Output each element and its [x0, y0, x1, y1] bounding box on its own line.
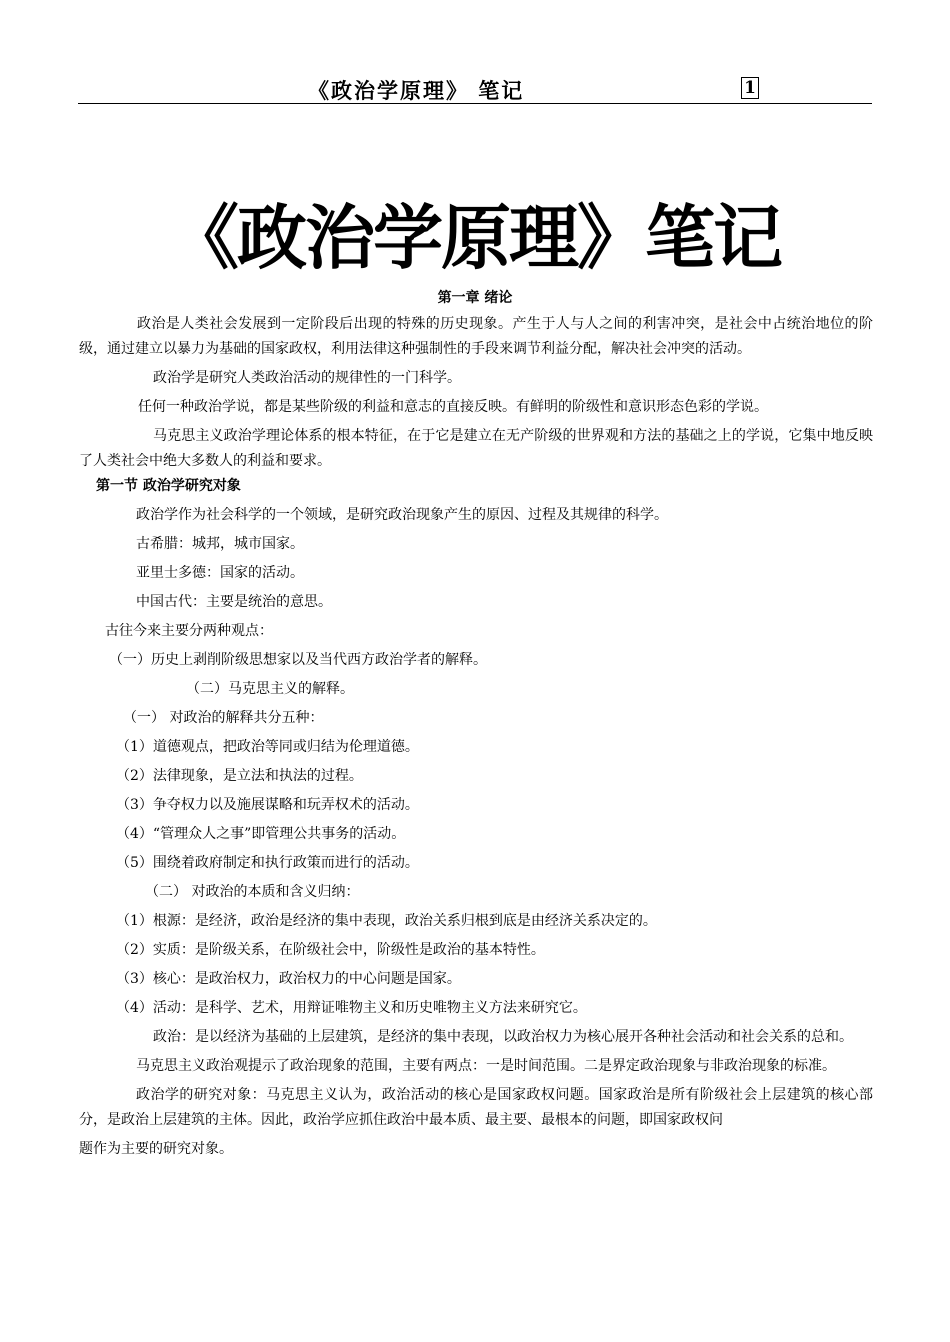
- list-item: （4）活动：是科学、艺术，用辩证唯物主义和历史唯物主义方法来研究它。: [116, 1000, 587, 1016]
- page-number: 1: [741, 77, 759, 99]
- header-title: 《政治学原理》 笔记: [308, 79, 525, 103]
- list-item: （4）“管理众人之事”即管理公共事务的活动。: [116, 826, 406, 842]
- paragraph: 马克思主义政治学理论体系的根本特征，在于它是建立在无产阶级的世界观和方法的基础之上的学说，它集中地反映了人类社会中绝大多数人的利益和要求。: [79, 428, 873, 469]
- paragraph: 政治学的研究对象：马克思主义认为，政治活动的核心是国家政权问题。国家政治是所有阶级社会上层建筑的核心部分，是政治上层建筑的主体。因此，政治学应抓住政治中最本质、最主要、最根本的问题，即国家政权问: [79, 1087, 873, 1128]
- paragraph: 政治学是研究人类政治活动的规律性的一门科学。: [153, 370, 461, 386]
- list-item: （一）历史上剥削阶级思想家以及当代西方政治学者的解释。: [109, 652, 487, 668]
- list-item: （1）道德观点，把政治等同或归结为伦理道德。: [116, 739, 419, 755]
- paragraph: 政治是人类社会发展到一定阶段后出现的特殊的历史现象。产生于人与人之间的利害冲突，是社会中占统治地位的阶级，通过建立以暴力为基础的国家政权，利用法律这种强制性的手段来调节利益分配，解决社会冲突的活动。: [79, 316, 873, 357]
- document-title: 《政治学原理》笔记: [169, 197, 781, 279]
- document-body: [79, 312, 873, 1162]
- list-item: （2）法律现象，是立法和执法的过程。: [116, 768, 363, 784]
- paragraph: 亚里士多德：国家的活动。: [136, 565, 304, 581]
- list-item: （3）争夺权力以及施展谋略和玩弄权术的活动。: [116, 797, 419, 813]
- list-item: （二） 对政治的本质和含义归纳：: [145, 884, 360, 900]
- paragraph: 政治学作为社会科学的一个领域，是研究政治现象产生的原因、过程及其规律的科学。: [136, 507, 668, 523]
- chapter-heading: 第一章 绪论: [437, 290, 513, 306]
- list-item: （二）马克思主义的解释。: [186, 681, 354, 697]
- paragraph: 古往今来主要分两种观点：: [105, 623, 273, 639]
- paragraph: 中国古代：主要是统治的意思。: [136, 594, 332, 610]
- section-heading: 第一节 政治学研究对象: [96, 478, 241, 494]
- list-item: （1）根源：是经济，政治是经济的集中表现，政治关系归根到底是由经济关系决定的。: [116, 913, 657, 929]
- list-item: （一） 对政治的解释共分五种：: [123, 710, 324, 726]
- list-item: （3）核心：是政治权力，政治权力的中心问题是国家。: [116, 971, 461, 987]
- list-item: （2）实质：是阶级关系，在阶级社会中，阶级性是政治的基本特性。: [116, 942, 545, 958]
- paragraph: 政治：是以经济为基础的上层建筑，是经济的集中表现，以政治权力为核心展开各种社会活动和社会关系的总和。: [153, 1029, 853, 1045]
- page-header: [78, 74, 872, 104]
- paragraph: 任何一种政治学说，都是某些阶级的利益和意志的直接反映。有鲜明的阶级性和意识形态色彩的学说。: [138, 399, 768, 415]
- paragraph: 马克思主义政治观提示了政治现象的范围，主要有两点：一是时间范围。二是界定政治现象与非政治现象的标准。: [136, 1058, 836, 1074]
- paragraph: 古希腊：城邦，城市国家。: [136, 536, 304, 552]
- list-item: （5）围绕着政府制定和执行政策而进行的活动。: [116, 855, 419, 871]
- paragraph: 题作为主要的研究对象。: [79, 1141, 233, 1157]
